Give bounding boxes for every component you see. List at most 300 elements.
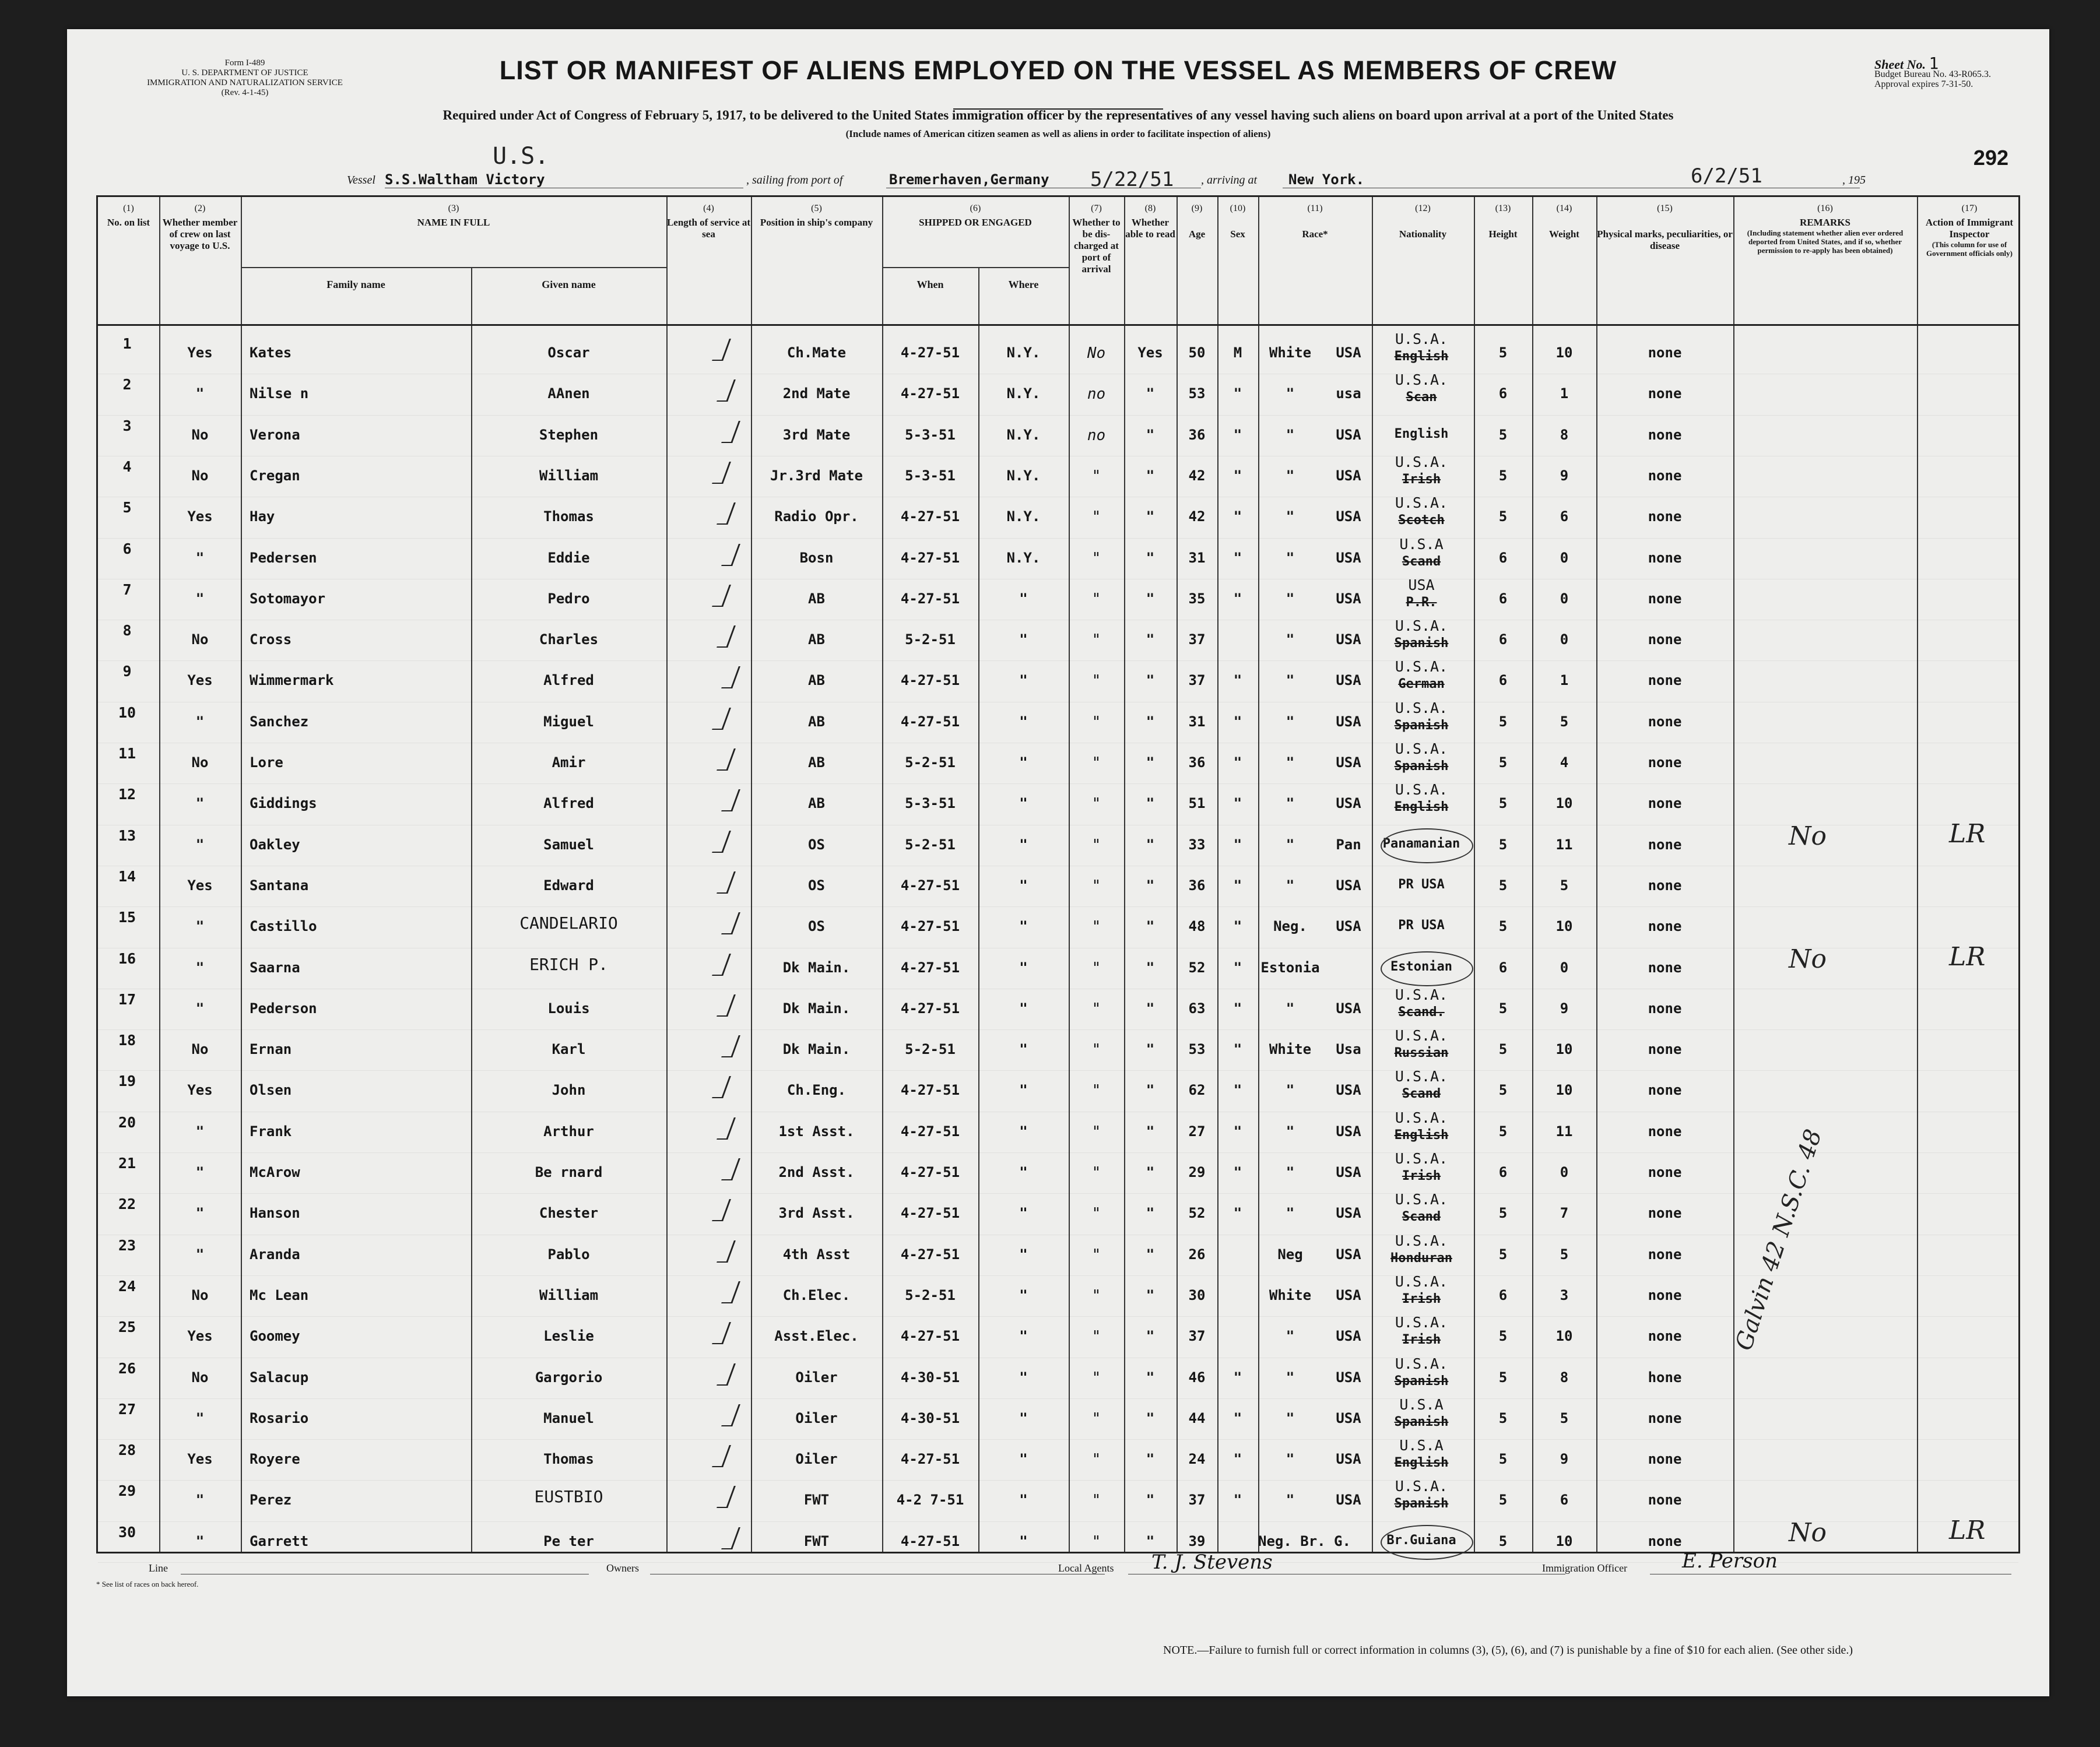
cell-discharged: "	[1091, 631, 1101, 649]
cell-race: White	[1269, 345, 1312, 361]
cell-position: OS	[808, 836, 825, 853]
cell-last-voyage: No	[191, 426, 209, 443]
cell-physical-marks: none	[1648, 836, 1682, 853]
cell-age: 26	[1188, 1246, 1206, 1263]
hdr-no-on-list: No. on list	[107, 217, 150, 228]
cell-height: 6	[1498, 959, 1508, 976]
check-mark-icon	[721, 912, 740, 934]
cell-race: "	[1286, 1328, 1295, 1345]
cell-discharged: "	[1091, 918, 1101, 936]
cell-sex: "	[1233, 836, 1242, 853]
cell-able-read: "	[1146, 631, 1155, 648]
cell-nationality-handwritten: U.S.A.	[1395, 331, 1448, 347]
cell-height: 5	[1498, 713, 1508, 730]
cell-physical-marks: none	[1648, 385, 1682, 402]
port-from: Bremerhaven,Germany	[889, 171, 1049, 188]
cell-position: Dk Main.	[782, 959, 851, 976]
cell-position: Oiler	[795, 1369, 838, 1386]
cell-row-number: 20	[118, 1113, 136, 1131]
cell-weight: 10	[1555, 1041, 1573, 1058]
hdr-shipped-engaged: SHIPPED OR ENGAGED	[919, 217, 1032, 228]
cell-height: 5	[1498, 1492, 1508, 1509]
cell-age: 52	[1188, 959, 1206, 976]
cell-discharged: "	[1091, 1205, 1101, 1223]
cell-nationality-handwritten: U.S.A.	[1395, 1150, 1448, 1167]
cell-nationality-handwritten: U.S.A.	[1395, 1191, 1448, 1208]
cell-nationality: Scotch	[1398, 513, 1445, 528]
cell-nationality: Irish	[1402, 1291, 1441, 1306]
form-title: LIST OR MANIFEST OF ALIENS EMPLOYED ON THE VESSEL AS MEMBERS OF CREW	[499, 55, 1617, 85]
cell-discharged: "	[1091, 1451, 1101, 1469]
cell-weight: 4	[1560, 754, 1569, 771]
cell-inspector-action: LR	[1949, 941, 1986, 972]
cell-row-number: 25	[118, 1319, 136, 1336]
cell-shipped-where: N.Y.	[1006, 345, 1041, 361]
cell-weight: 9	[1560, 467, 1569, 484]
cell-discharged: no	[1087, 426, 1106, 444]
arriving-label: , arriving at	[1201, 174, 1258, 187]
cell-family-name: McArow	[250, 1164, 300, 1180]
row-divider	[98, 1521, 2018, 1522]
cell-shipped-when: 4-27-51	[900, 877, 960, 894]
cell-sex: "	[1233, 467, 1242, 484]
cell-race: "	[1286, 1164, 1295, 1180]
cell-physical-marks: hone	[1648, 1369, 1682, 1386]
cell-given-name: Pablo	[547, 1246, 590, 1263]
check-mark-icon	[712, 708, 731, 730]
cell-shipped-when: 5-3-51	[905, 426, 956, 443]
cell-able-read: "	[1146, 426, 1155, 443]
cell-nationality: PR USA	[1398, 918, 1445, 933]
cell-race-nat: USA	[1336, 795, 1361, 812]
cell-race-nat: USA	[1336, 345, 1361, 361]
cell-shipped-where: "	[1019, 1082, 1028, 1099]
cell-last-voyage: "	[195, 1205, 205, 1222]
cell-given-name: Leslie	[543, 1328, 594, 1345]
cell-last-voyage: "	[195, 1246, 205, 1263]
cell-race-nat: USA	[1336, 1451, 1361, 1468]
row-divider	[98, 1029, 2018, 1030]
cell-discharged: "	[1091, 1286, 1101, 1305]
cell-sex: "	[1233, 549, 1242, 566]
row-divider	[98, 538, 2018, 539]
cell-row-number: 14	[118, 867, 136, 885]
cell-family-name: Ernan	[250, 1041, 292, 1058]
cell-nationality: Honduran	[1390, 1250, 1452, 1266]
cell-discharged: "	[1091, 959, 1101, 977]
check-mark-icon	[717, 1486, 736, 1508]
arrive-date: 6/2/51	[1691, 164, 1762, 188]
cell-nationality-handwritten: U.S.A.	[1395, 1478, 1448, 1495]
vessel-label: Vessel	[347, 174, 375, 187]
cell-given-name: ERICH P.	[529, 954, 608, 974]
cell-weight: 6	[1560, 1492, 1569, 1509]
cell-nationality: English	[1394, 349, 1449, 364]
cell-nationality-handwritten: U.S.A.	[1395, 453, 1448, 470]
form-subtitle: Required under Act of Congress of February 5, 1917, to be delivered to the United States immigration officer by the representatives of any vessel having such aliens on board upon arrival at a port of the United States	[443, 108, 1674, 122]
cell-sex: "	[1233, 1000, 1242, 1017]
cell-nationality-handwritten: U.S.A.	[1395, 658, 1448, 676]
cell-family-name: Sanchez	[250, 713, 309, 730]
hdr-discharged: Whether to be dis-charged at port of arrival	[1072, 217, 1121, 275]
cell-discharged: "	[1091, 1246, 1101, 1264]
hdr-age: Age	[1188, 229, 1206, 240]
cell-weight: 5	[1560, 713, 1569, 730]
cell-race: "	[1286, 877, 1295, 894]
cell-discharged: "	[1091, 754, 1101, 772]
cell-given-name: Oscar	[547, 345, 590, 361]
cell-shipped-when: 5-3-51	[905, 795, 956, 812]
cell-race: "	[1286, 1492, 1295, 1509]
hdr-given-name: Given name	[542, 279, 596, 290]
cell-row-number: 22	[118, 1196, 136, 1213]
cell-given-name: Alfred	[543, 795, 594, 812]
cell-physical-marks: none	[1648, 1082, 1682, 1099]
check-mark-icon	[712, 339, 731, 361]
check-mark-icon	[721, 421, 740, 443]
cell-shipped-where: "	[1019, 877, 1028, 894]
form-revision: (Rev. 4-1-45)	[221, 88, 269, 97]
cell-given-name: Manuel	[543, 1409, 594, 1426]
cell-nationality: Irish	[1402, 1169, 1441, 1183]
cell-race: "	[1286, 713, 1295, 730]
cell-shipped-where: N.Y.	[1006, 385, 1041, 402]
hdr-last-voyage: Whether member of crew on last voyage to U.S.	[162, 217, 238, 251]
cell-given-name: Amir	[552, 754, 586, 771]
cell-shipped-when: 4-27-51	[900, 918, 960, 935]
cell-last-voyage: "	[195, 1492, 205, 1509]
check-mark-icon	[712, 1322, 731, 1344]
cell-row-number: 15	[118, 909, 136, 926]
cell-nationality: Spanish	[1394, 1414, 1449, 1429]
cell-family-name: Hay	[250, 508, 275, 525]
cell-race: Estonia	[1260, 959, 1320, 976]
check-mark-icon	[721, 666, 740, 688]
check-mark-icon	[721, 789, 740, 811]
check-mark-icon	[712, 831, 731, 853]
cell-row-number: 5	[122, 499, 132, 516]
cell-family-name: Garrett	[250, 1532, 309, 1549]
cell-nationality-handwritten: U.S.A.	[1395, 1314, 1448, 1331]
cell-race-nat: USA	[1336, 590, 1361, 607]
cell-race-nat: USA	[1336, 549, 1361, 566]
cell-nationality: Br.Guiana	[1386, 1532, 1456, 1548]
cell-shipped-where: N.Y.	[1006, 549, 1041, 566]
cell-able-read: "	[1146, 549, 1155, 566]
cell-weight: 7	[1560, 1205, 1569, 1222]
cell-able-read: "	[1146, 918, 1155, 935]
cell-weight: 0	[1560, 631, 1569, 648]
cell-shipped-when: 4-27-51	[900, 508, 960, 525]
cell-age: 39	[1188, 1532, 1206, 1549]
cell-sex: "	[1233, 508, 1242, 525]
cell-height: 5	[1498, 1369, 1508, 1386]
cell-row-number: 19	[118, 1073, 136, 1090]
cell-able-read: "	[1146, 1041, 1155, 1058]
cell-able-read: "	[1146, 1123, 1155, 1140]
cell-height: 5	[1498, 1409, 1508, 1426]
year-label: , 195	[1842, 174, 1866, 187]
cell-able-read: "	[1146, 1286, 1155, 1303]
cell-height: 5	[1498, 836, 1508, 853]
cell-nationality-handwritten: U.S.A.	[1395, 371, 1448, 389]
cell-given-name: Chester	[539, 1205, 599, 1222]
cell-race: "	[1286, 508, 1295, 525]
cell-nationality-handwritten: U.S.A.	[1395, 699, 1448, 716]
cell-shipped-when: 5-2-51	[905, 1286, 956, 1303]
nationality-circle	[1381, 1525, 1473, 1560]
cell-row-number: 21	[118, 1155, 136, 1172]
cell-nationality-handwritten: U.S.A.	[1395, 1355, 1448, 1372]
cell-family-name: Nilse n	[250, 385, 309, 402]
cell-age: 46	[1188, 1369, 1206, 1386]
cell-shipped-where: "	[1019, 918, 1028, 935]
hdr-action: Action of Immigrant Inspector	[1925, 217, 2014, 240]
cell-last-voyage: "	[195, 590, 205, 607]
cell-nationality-handwritten: U.S.A.	[1395, 494, 1448, 512]
cell-position: Oiler	[795, 1451, 838, 1468]
cell-race: White	[1269, 1286, 1312, 1303]
hdr-remarks: REMARKS	[1800, 217, 1850, 228]
cell-position: Bosn	[799, 549, 834, 566]
cell-race-nat: USA	[1336, 1286, 1361, 1303]
cell-nationality: Spanish	[1394, 636, 1449, 651]
sheet-label: Sheet No.	[1874, 57, 1926, 72]
cell-able-read: "	[1146, 1205, 1155, 1222]
cell-height: 5	[1498, 1000, 1508, 1017]
cell-nationality: Panamanian	[1382, 836, 1460, 851]
cell-age: 62	[1188, 1082, 1206, 1099]
cell-able-read: "	[1146, 713, 1155, 730]
cell-shipped-where: "	[1019, 1041, 1028, 1058]
cell-physical-marks: none	[1648, 508, 1682, 525]
cell-weight: 10	[1555, 1328, 1573, 1345]
footer-officer-label: Immigration Officer	[1542, 1562, 1628, 1574]
cell-physical-marks: none	[1648, 467, 1682, 484]
cell-physical-marks: none	[1648, 631, 1682, 648]
cell-sex: "	[1233, 672, 1242, 689]
cell-weight: 0	[1560, 959, 1569, 976]
cell-sex: "	[1233, 1451, 1242, 1468]
cell-nationality-handwritten: U.S.A.	[1395, 1109, 1448, 1126]
cell-family-name: Verona	[250, 426, 300, 443]
cell-shipped-where: "	[1019, 1492, 1028, 1509]
cell-height: 5	[1498, 1123, 1508, 1140]
cell-family-name: Sotomayor	[250, 590, 326, 607]
cell-shipped-where: "	[1019, 672, 1028, 689]
cell-given-name: John	[552, 1082, 586, 1099]
cell-shipped-where: "	[1019, 1164, 1028, 1180]
cell-height: 5	[1498, 426, 1508, 443]
cell-race-nat: USA	[1336, 467, 1361, 484]
cell-position: AB	[808, 795, 825, 812]
hdr-name-in-full: NAME IN FULL	[417, 217, 490, 228]
row-divider	[98, 1480, 2018, 1481]
cell-sex: "	[1233, 1205, 1242, 1222]
cell-height: 5	[1498, 345, 1508, 361]
cell-physical-marks: none	[1648, 1492, 1682, 1509]
cell-last-voyage: Yes	[187, 345, 213, 361]
cell-shipped-where: "	[1019, 1409, 1028, 1426]
cell-height: 5	[1498, 1532, 1508, 1549]
cell-race-nat: USA	[1336, 1328, 1361, 1345]
cell-age: 42	[1188, 467, 1206, 484]
cell-race-nat: USA	[1336, 1123, 1361, 1140]
cell-height: 6	[1498, 590, 1508, 607]
cell-shipped-when: 5-2-51	[905, 836, 956, 853]
cell-family-name: Olsen	[250, 1082, 292, 1099]
cell-race-nat: USA	[1336, 713, 1361, 730]
cell-position: OS	[808, 918, 825, 935]
cell-age: 33	[1188, 836, 1206, 853]
cell-given-name: William	[539, 1286, 599, 1303]
row-divider	[98, 783, 2018, 784]
cell-discharged: "	[1091, 877, 1101, 895]
cell-position: Dk Main.	[782, 1041, 851, 1058]
cell-weight: 1	[1560, 672, 1569, 689]
cell-height: 5	[1498, 1246, 1508, 1263]
cell-physical-marks: none	[1648, 1123, 1682, 1140]
cell-nationality: Spanish	[1394, 1496, 1449, 1512]
cell-last-voyage: Yes	[187, 1082, 213, 1099]
cell-age: 37	[1188, 631, 1206, 648]
cell-row-number: 9	[122, 663, 132, 680]
cell-physical-marks: none	[1648, 713, 1682, 730]
cell-shipped-where: "	[1019, 1451, 1028, 1468]
cell-physical-marks: none	[1648, 1205, 1682, 1222]
cell-race-nat: USA	[1336, 426, 1361, 443]
cell-last-voyage: "	[195, 1532, 205, 1549]
cell-discharged: "	[1091, 1492, 1101, 1510]
cell-physical-marks: none	[1648, 959, 1682, 976]
cell-physical-marks: none	[1648, 795, 1682, 812]
cell-shipped-where: "	[1019, 1369, 1028, 1386]
cell-nationality: Spanish	[1394, 718, 1449, 733]
cell-family-name: Salacup	[250, 1369, 309, 1386]
cell-shipped-where: "	[1019, 959, 1028, 976]
row-divider	[98, 1275, 2018, 1276]
cell-race-nat: USA	[1336, 1246, 1361, 1263]
cell-age: 31	[1188, 549, 1206, 566]
cell-race: "	[1286, 1123, 1295, 1140]
hdr-where: Where	[1008, 279, 1039, 290]
cell-race: "	[1286, 672, 1295, 689]
cell-sex: "	[1233, 1409, 1242, 1426]
cell-given-name: CANDELARIO	[519, 913, 618, 933]
cell-physical-marks: none	[1648, 345, 1682, 361]
cell-able-read: "	[1146, 877, 1155, 894]
cell-age: 29	[1188, 1164, 1206, 1180]
cell-physical-marks: none	[1648, 877, 1682, 894]
cell-position: Radio Opr.	[774, 508, 859, 525]
cell-nationality: Irish	[1402, 472, 1441, 487]
check-mark-icon	[721, 1527, 740, 1549]
cell-physical-marks: none	[1648, 672, 1682, 689]
cell-race: "	[1286, 1369, 1295, 1386]
cell-shipped-where: "	[1019, 754, 1028, 771]
cell-row-number: 18	[118, 1032, 136, 1049]
check-mark-icon	[721, 1404, 740, 1426]
manifest-sheet	[67, 29, 2049, 1696]
check-mark-icon	[717, 379, 736, 402]
cell-sex: "	[1233, 754, 1242, 771]
cell-race-nat: usa	[1336, 385, 1361, 402]
cell-family-name: Cregan	[250, 467, 300, 484]
cell-remark: No	[1789, 821, 1827, 851]
races-footnote: * See list of races on back hereof.	[96, 1580, 199, 1588]
cell-physical-marks: none	[1648, 1409, 1682, 1426]
cell-position: FWT	[803, 1532, 830, 1549]
cell-physical-marks: none	[1648, 1286, 1682, 1303]
check-mark-icon	[721, 1281, 740, 1303]
cell-physical-marks: none	[1648, 1000, 1682, 1017]
cell-nationality: Spanish	[1394, 759, 1449, 774]
cell-sex: "	[1233, 590, 1242, 607]
cell-able-read: "	[1146, 467, 1155, 484]
cell-row-number: 29	[118, 1482, 136, 1500]
crew-table: (1) No. on list (2) Whether member of crew on last voyage to U.S. (3) NAME IN FULL Family name Given name (4) Length of service at sea (5) Position in ship's company (6) SHIPPED OR ENGAGED When Where (7) Whether to be dis-charged at port of arrival (8) Whether able to read (9) Age (10) Sex (11) Race* (12) Nationality (13) Height (14) Weight (15) Physical marks, peculiarities, or disease (16) REMARKS (Including statement whether alien ever ordered deported from United States, and if so, whether permission to re-apply has been obtained) (17) Action of Immigrant Inspector (This column for use of Government officials only) 1 Yes Kates Oscar Ch.Mate 4-27-51 N.Y. No Yes 50 M White USA 5 10 none U.S.A. English 2 " Nilse n AAnen 2nd Mate 4-27-51 N.Y. no " 53 " " usa 6 1 none U.S.A. Scan 3 No Verona Stephen 3rd Mate 5-3-51 N.Y. no " 36 " " USA 5 8 none English 4 No Cregan William Jr.3rd Mate 5-3-51 N.Y. " " 42 " " USA 5 9 none U.S.A. Irish 5 Yes Hay Thomas Radio Opr. 4-27-51 N.Y. " " 42 " " USA 5 6 none U.S.A. Scotch 6 " Pedersen Eddie Bosn 4-27-51 N.Y. " " 31 " " USA 6 0 none U.S.A Scand 7 " Sotomayor Pedro AB 4-27-51 " " " 35 " " USA 6 0 none USA P.R. 8 No Cross Charles AB 5-2-51 " " " 37 " USA 6 0 none U.S.A. Spanish 9 Yes Wimmermark Alfred AB 4-27-51 " " " 37 " " USA 6 1 none U.S.A. German 10 " Sanchez Miguel AB 4-27-51 " " " 31 " " USA 5 5 none U.S.A. Spanish 11 No Lore Amir AB 5-2-51 " " " 36 " " USA 5 4 none U.S.A. Spanish 12 " Giddings Alfred AB 5-3-51 " " " 51 " " USA 5 10 none U.S.A. English 13 " Oakley Samuel OS 5-2-51 " " " 33 " " Pan 5 11 none Panamanian No LR 14 Yes Santana Edward OS 4-27-51 " " " 36 " " USA 5 5 none PR USA 15 " Castillo CANDELARIO OS 4-27-51 " " " 48 " Neg. USA 5 10 none PR USA 16 " Saarna ERICH P. Dk Main. 4-27-51 " " " 52 " Estonia 6 0 none Estonian No LR 17 " Pederson Louis Dk Main. 4-27-51 " " " 63 " " USA 5 9 none U.S.A. Scand. 18 No Ernan Karl Dk Main. 5-2-51 " " " 53 " White Usa 5 10 none U.S.A. Russian 19 Yes Olsen John Ch.Eng. 4-27-51 " " " 62 " " USA 5 10 none U.S.A. Scand 20 " Frank Arthur 1st Asst. 4-27-51 " " " 27 " " USA 5 11 none U.S.A. English 21 " McArow Be rnard 2nd Asst. 4-27-51 " " " 29 " " USA 6 0 none U.S.A. Irish 22 " Hanson Chester 3rd Asst. 4-27-51 " " " 52 " " USA 5 7 none U.S.A. Scand 23 " Aranda Pablo 4th Asst 4-27-51 " " " 26 Neg USA 5 5 none U.S.A. Honduran 24 No Mc Lean William Ch.Elec. 5-2-51 " " " 30 White USA 6 3 none U.S.A. Irish 25 Yes Goomey Leslie Asst.Elec. 4-27-51 " " " 37 " USA 5 10 none U.S.A. Irish 26 No Salacup Gargorio Oiler 4-30-51 " " " 46 " " USA 5 8 hone U.S.A. Spanish 27 " Rosario Manuel Oiler 4-30-51 " " " 44 " " USA 5 5 none U.S.A Spanish 28 Yes Royere Thomas Oiler 4-27-51 " " " 24 " " USA 5 9 none U.S.A English 29 " Perez EUSTBIO FWT 4-2 7-51 " " " 37 " " USA 5 6 none U.S.A. Spanish 30 " Garrett Pe ter FWT 4-27-51 " " " 39 Neg. Br. G. 5 10 none Br.Guiana No LR Galvin 42 N.S.C. 48	[96, 195, 2020, 1553]
cell-discharged: "	[1091, 795, 1101, 813]
cell-able-read: "	[1146, 1246, 1155, 1263]
cell-inspector-action: LR	[1949, 818, 1986, 849]
sail-date: 5/22/51	[1090, 168, 1174, 191]
check-mark-icon	[712, 1445, 731, 1467]
approval-expiry: Approval expires 7-31-50.	[1874, 79, 1973, 89]
cell-physical-marks: none	[1648, 918, 1682, 935]
cell-age: 30	[1188, 1286, 1206, 1303]
cell-nationality-handwritten: U.S.A	[1399, 1437, 1444, 1454]
cell-position: Ch.Elec.	[782, 1286, 851, 1303]
cell-family-name: Santana	[250, 877, 309, 894]
officer-signature: E. Person	[1682, 1549, 1778, 1573]
cell-weight: 3	[1560, 1286, 1569, 1303]
cell-shipped-when: 4-27-51	[900, 549, 960, 566]
cell-nationality-handwritten: U.S.A.	[1395, 986, 1448, 1003]
cell-shipped-where: "	[1019, 1532, 1028, 1549]
cell-able-read: "	[1146, 1000, 1155, 1017]
cell-weight: 10	[1555, 918, 1573, 935]
cell-age: 53	[1188, 1041, 1206, 1058]
cell-age: 52	[1188, 1205, 1206, 1222]
cell-nationality: English	[1394, 426, 1449, 441]
cell-shipped-when: 4-27-51	[900, 1328, 960, 1345]
cell-nationality: Irish	[1402, 1333, 1441, 1348]
cell-able-read: "	[1146, 1369, 1155, 1386]
cell-given-name: Gargorio	[535, 1369, 603, 1386]
vessel-name: S.S.Waltham Victory	[385, 171, 545, 188]
form-subnote: (Include names of American citizen seamen as well as aliens in order to facilitate inspection of aliens)	[845, 128, 1271, 139]
cell-shipped-where: "	[1019, 836, 1028, 853]
cell-physical-marks: none	[1648, 590, 1682, 607]
cell-row-number: 7	[122, 581, 132, 598]
cell-able-read: "	[1146, 1409, 1155, 1426]
cell-weight: 11	[1555, 836, 1573, 853]
check-mark-icon	[717, 625, 736, 648]
cell-discharged: no	[1087, 385, 1106, 403]
cell-race-nat: USA	[1336, 1164, 1361, 1180]
cell-able-read: "	[1146, 1451, 1155, 1468]
hdr-weight: Weight	[1549, 229, 1579, 240]
cell-shipped-where: "	[1019, 1123, 1028, 1140]
cell-given-name: EUSTBIO	[534, 1487, 603, 1507]
cell-nationality-handwritten: U.S.A.	[1395, 1068, 1448, 1085]
cell-position: 1st Asst.	[778, 1123, 855, 1140]
cell-nationality: Scand	[1402, 554, 1441, 569]
cell-nationality-handwritten: USA	[1408, 576, 1435, 593]
cell-age: 63	[1188, 1000, 1206, 1017]
cell-last-voyage: No	[191, 467, 209, 484]
row-divider	[98, 906, 2018, 907]
